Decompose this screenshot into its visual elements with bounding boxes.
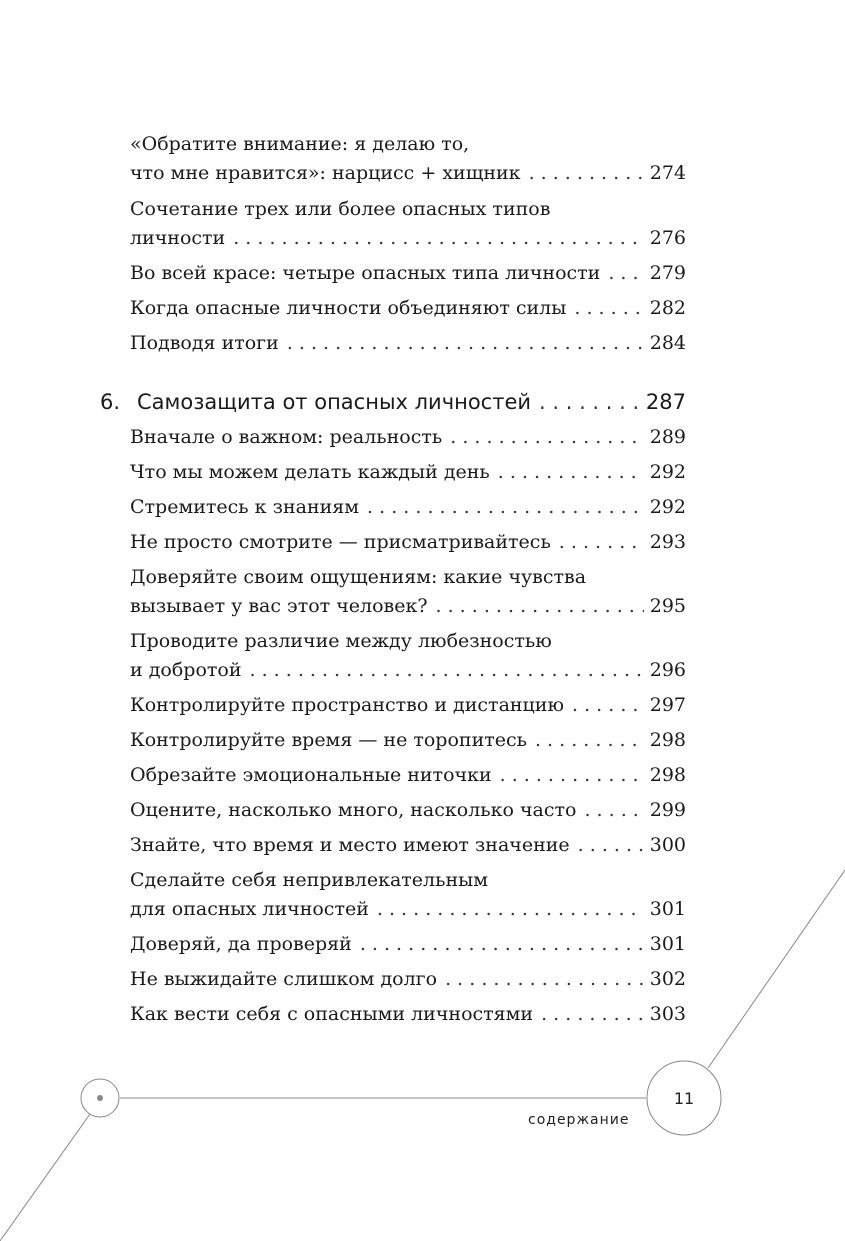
- toc-entry-page: 301: [649, 898, 686, 920]
- toc-entry-page: 295: [649, 595, 686, 617]
- toc-entry-title: и добротой: [130, 659, 242, 681]
- dot-leader: [377, 895, 644, 924]
- toc-entry-page: 282: [649, 297, 686, 319]
- dot-leader: [250, 656, 644, 685]
- toc-entry[interactable]: [130, 563, 686, 621]
- toc-entry[interactable]: [130, 493, 686, 522]
- toc-entry[interactable]: [130, 1000, 686, 1029]
- toc-entry-title: Обрезайте эмоциональные ниточки: [130, 764, 492, 786]
- toc-entry-page: 274: [649, 162, 686, 184]
- dot-leader: [287, 329, 644, 358]
- toc-entry-title: Знайте, что время и место имеют значение: [130, 834, 570, 856]
- toc-entry[interactable]: [130, 130, 686, 188]
- dot-leader: [450, 423, 643, 452]
- toc-entry[interactable]: [130, 195, 686, 253]
- dot-leader: [541, 1000, 644, 1029]
- toc-entry-title-line1: Доверяйте своим ощущениям: какие чувства: [130, 566, 587, 588]
- page-number: 11: [673, 1088, 695, 1108]
- toc-chapter[interactable]: [100, 387, 686, 417]
- toc-entry[interactable]: [130, 259, 686, 288]
- toc-entry-page: 300: [649, 834, 686, 856]
- toc-entry[interactable]: [130, 329, 686, 358]
- dot-leader: [578, 831, 644, 860]
- toc-entry-title: для опасных личностей: [130, 898, 369, 920]
- toc-entry-page: 298: [649, 764, 686, 786]
- toc-entry-page: 279: [649, 262, 686, 284]
- dot-leader: [360, 930, 644, 959]
- toc-entry-page: 276: [649, 227, 686, 249]
- footer-circle-dot: [97, 1095, 103, 1101]
- dot-leader: [608, 259, 643, 288]
- toc-entry[interactable]: [130, 866, 686, 924]
- toc-entry-page: 296: [649, 659, 686, 681]
- toc-entry[interactable]: [130, 458, 686, 487]
- dot-leader: [572, 691, 644, 720]
- toc-entry-title: вызывает у вас этот человек?: [130, 595, 428, 617]
- toc-entry-title-line1: Проводите различие между любезностью: [130, 630, 552, 652]
- dot-leader: [498, 458, 644, 487]
- dot-leader: [574, 294, 643, 323]
- toc-entry[interactable]: [130, 691, 686, 720]
- toc-entry-page: 292: [649, 461, 686, 483]
- toc-entry-title: Стремитесь к знаниям: [130, 496, 360, 518]
- toc-entry-title: Когда опасные личности объединяют силы: [130, 297, 567, 319]
- toc-entry[interactable]: [130, 423, 686, 452]
- dot-leader: [529, 159, 644, 188]
- toc-entry-title: Контролируйте пространство и дистанцию: [130, 694, 564, 716]
- toc-entry[interactable]: [130, 761, 686, 790]
- toc-entry-page: 303: [649, 1003, 686, 1025]
- toc-entry-page: 289: [649, 426, 686, 448]
- toc-entry[interactable]: [130, 831, 686, 860]
- toc-entry-title: Оцените, насколько много, насколько часто: [130, 799, 577, 821]
- dot-leader: [445, 965, 644, 994]
- toc-entry-title: Во всей красе: четыре опасных типа личности: [130, 262, 601, 284]
- toc-entry-title: Не выжидайте слишком долго: [130, 968, 438, 990]
- toc-entry-title: Контролируйте время — не торопитесь: [130, 729, 527, 751]
- dot-leader: [367, 493, 644, 522]
- toc-entry-title-line1: Сделайте себя непривлекательным: [130, 869, 489, 891]
- toc-entry-title-line1: Сочетание трех или более опасных типов: [130, 198, 551, 220]
- toc-entry-page: 297: [649, 694, 686, 716]
- toc-entry-title: Подводя итоги: [130, 332, 279, 354]
- toc-entry-page: 284: [649, 332, 686, 354]
- dot-leader: [233, 224, 644, 253]
- toc-entry[interactable]: [130, 796, 686, 825]
- dot-leader: [436, 592, 644, 621]
- toc-entry-title: Вначале о важном: реальность: [130, 426, 443, 448]
- toc-entry-page: 293: [649, 531, 686, 553]
- chapter-number: 6.: [100, 390, 121, 414]
- running-footer-section-label: содержание: [528, 1112, 630, 1128]
- dot-leader: [539, 387, 638, 417]
- chapter-page: 287: [645, 390, 686, 414]
- toc-entry[interactable]: [130, 965, 686, 994]
- toc-entry[interactable]: [130, 294, 686, 323]
- chapter-title: Самозащита от опасных личностей: [137, 390, 532, 414]
- toc-entry[interactable]: [130, 528, 686, 557]
- toc-entry-title: личности: [130, 227, 226, 249]
- toc-entry-title: Что мы можем делать каждый день: [130, 461, 490, 483]
- toc-entry-title: Как вести себя с опасными личностями: [130, 1003, 534, 1025]
- toc-entry-title: что мне нравится»: нарцисс + хищник: [130, 162, 521, 184]
- toc-entry[interactable]: [130, 726, 686, 755]
- dot-leader: [500, 761, 644, 790]
- dot-leader: [584, 796, 643, 825]
- toc-entry-page: 301: [649, 933, 686, 955]
- toc-entry[interactable]: [130, 930, 686, 959]
- toc-entry-page: 298: [649, 729, 686, 751]
- dot-leader: [559, 528, 644, 557]
- toc-entry-page: 299: [649, 799, 686, 821]
- toc-entry[interactable]: [130, 627, 686, 685]
- toc-entry-title: Доверяй, да проверяй: [130, 933, 352, 955]
- toc-entry-page: 302: [649, 968, 686, 990]
- toc-entry-title: Не просто смотрите — присматривайтесь: [130, 531, 551, 553]
- dot-leader: [535, 726, 644, 755]
- toc-entry-page: 292: [649, 496, 686, 518]
- toc-entry-title-line1: «Обратите внимание: я делаю то,: [130, 133, 470, 155]
